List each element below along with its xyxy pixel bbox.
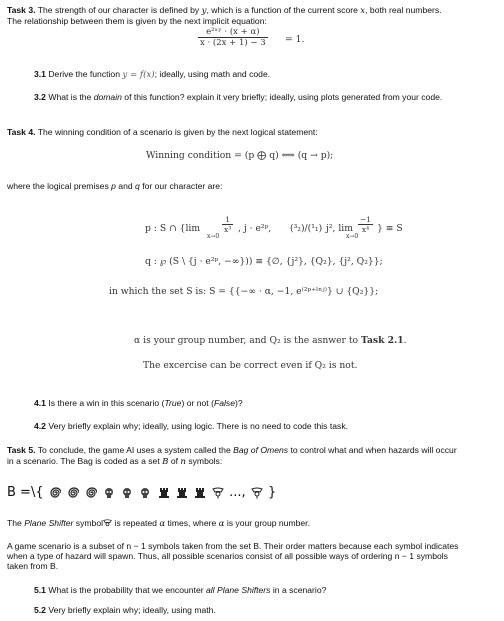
premise-q-equation: q : ℘ (S \ {j · e²ᵖ, −∞})) ≡ {∅, {j²}, {Q₂}, {j², Q₂}}; [145,256,383,267]
task3-equation-rhs: = 1. [285,34,305,45]
winning-condition-equation: Winning condition = (p ⨁ q) ⟺ (q → p); [146,150,334,161]
tower-icon [158,487,170,499]
set-s-definition: in which the set S is: S = {{−∞ · α, −1, e⁽²ᵖ⁺ˡⁿʲ⁾} ∪ {Q₂}}; [109,286,379,297]
plane-shifter-icon [251,487,263,499]
premise-p-start: p : S ∩ {lim [145,223,201,234]
spiral-icon [49,487,61,499]
skull-icon [103,487,115,499]
excercise-note: The excercise can be correct even if Q₂ is not. [143,360,358,371]
task3-intro-line2: The relationship between them is given by the next implicit equation: [7,16,267,26]
bag-of-omens-set: B =\{ ..., } [7,485,277,500]
task3-equation-fraction: $\frac{\text{e²ˣʸ · (x + α)}}{x \cdot (2x + 1) - 3}$ [200,27,266,48]
spiral-icon [67,487,79,499]
premise-p-lim-sub2: x→0 [346,233,359,240]
plane-shifter-icon [212,487,224,499]
question-5-1: 5.1 What is the probability that we encounter all Plane Shifters in a scenario? [34,585,327,595]
premise-p-mid2: j², lim [326,223,353,234]
premise-p-end: } ≡ S [377,223,403,234]
premise-p-frac1: $\frac{1}{\text{x³}}$ [224,215,232,234]
task5-intro-line2: in a scenario. The Bag is coded as a set B of n symbols: [7,456,223,467]
question-5-2: 5.2 Very briefly explain why; ideally, using math. [34,605,216,615]
question-4-2: 4.2 Very briefly explain why; ideally, using logic. There is no need to code this task. [34,421,349,431]
premise-p-mid: , j · e²ᵖ, [238,223,272,234]
task5-heading: Task 5. [7,445,36,455]
task4-heading: Task 4. [7,127,36,137]
premise-p-lim-sub: x→0 [207,233,220,240]
task4-premises: where the logical premises p and q for our character are: [7,181,223,191]
question-3-2: 3.2 What is the domain of this function? explain it very briefly; ideally, using plots generated from your code. [34,92,443,102]
premise-p-binom: (³₂)/(¹₁) [290,223,323,234]
plane-shifter-icon [103,519,112,528]
question-4-1: 4.1 Is there a win in this scenario (True) or not (False)? [34,398,243,408]
task4-intro: Task 4. The winning condition of a scenario is given by the next logical statement: [7,127,318,137]
skull-icon [139,487,151,499]
tower-icon [194,487,206,499]
scenario-line-2: when a type of hazard will spawn. Thus, all possible scenarios consist of all possible ways of ordering n − 1 symbols [7,551,448,561]
task3-heading: Task 3. [7,5,36,15]
premise-p-frac2: $\frac{-1}{\text{x⁴}}$ [360,215,372,234]
skull-icon [121,487,133,499]
alpha-note: α is your group number, and Q₂ is the asnwer to Task 2.1. [134,335,407,346]
plane-shifter-note: The Plane Shifter symbol is repeated α times, where α is your group number. [7,518,310,529]
question-3-1: 3.1 Derive the function y = f(x); ideally, using math and code. [34,69,271,80]
task3-intro: Task 3. The strength of our character is defined by y, which is a function of the current score x, both real numbers. [7,5,442,16]
tower-icon [176,487,188,499]
scenario-line-1: A game scenario is a subset of n − 1 symbols taken from the set B. Their order matters because each symbol indicates [7,541,459,551]
scenario-line-3: taken from B. [7,561,59,571]
spiral-icon [85,487,97,499]
task5-intro: Task 5. To conclude, the game AI uses a system called the Bag of Omens to control what and when hazards will occur [7,445,457,455]
